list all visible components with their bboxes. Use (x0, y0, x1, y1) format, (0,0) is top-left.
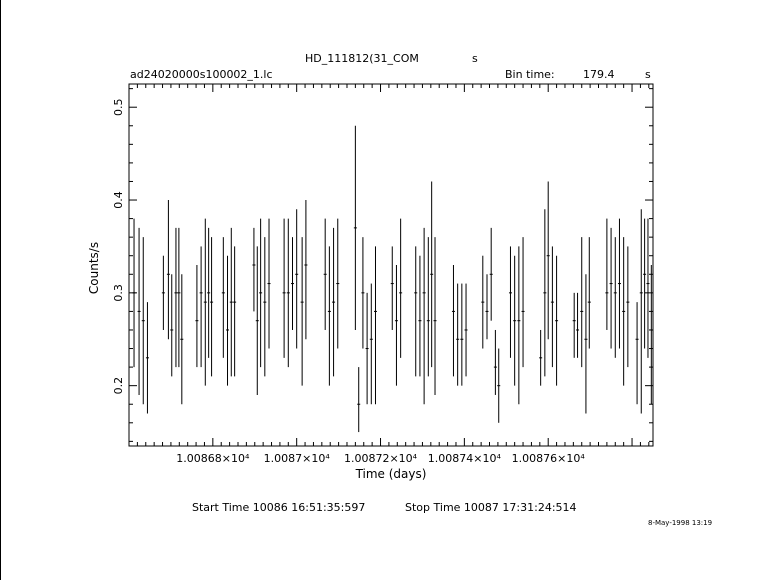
data-point (614, 237, 617, 358)
data-point (640, 209, 643, 413)
x-axis-label: Time (days) (355, 467, 427, 481)
data-point (200, 246, 203, 367)
y-tick-label: 0.3 (112, 284, 125, 302)
data-point (395, 265, 398, 386)
x-tick-label: 1.00874×10⁴ (427, 452, 501, 465)
y-axis-label: Counts/s (87, 241, 101, 295)
timestamp: 8-May-1998 13:19 (648, 519, 713, 527)
data-point (497, 349, 500, 423)
data-point (460, 284, 463, 386)
data-point (418, 256, 421, 377)
data-point (230, 228, 233, 377)
data-point (650, 265, 653, 404)
data-point (539, 330, 542, 386)
data-point (354, 126, 357, 330)
data-point (618, 219, 621, 349)
data-point (170, 274, 173, 376)
data-point (509, 246, 512, 357)
data-point (167, 200, 170, 339)
data-point (361, 237, 364, 348)
data-point (610, 228, 613, 349)
data-point (336, 219, 339, 349)
data-point (646, 219, 649, 358)
data-point (490, 228, 493, 321)
bin-time-value: 179.4 (583, 68, 615, 81)
data-point (324, 219, 327, 330)
data-points (133, 126, 653, 432)
data-point (370, 284, 373, 405)
data-point (138, 228, 141, 395)
axis-ticks (129, 84, 653, 446)
data-point (573, 293, 576, 358)
data-point (222, 237, 225, 358)
y-tick-label: 0.4 (112, 191, 125, 209)
data-point (133, 219, 136, 368)
start-time: Start Time 10086 16:51:35:597 (192, 501, 366, 514)
data-point (636, 302, 639, 404)
bin-time-label: Bin time: (505, 68, 555, 81)
plot-frame (129, 84, 653, 446)
data-point (283, 219, 286, 358)
data-point (256, 246, 259, 395)
plot-title: HD_111812(31_COM (305, 52, 419, 65)
data-point (146, 302, 149, 413)
data-point (259, 219, 262, 368)
data-point (434, 237, 437, 395)
data-point (287, 219, 290, 368)
data-point (588, 237, 591, 348)
data-point (301, 237, 304, 386)
data-point (177, 228, 180, 367)
data-point (332, 228, 335, 377)
data-point (494, 330, 497, 395)
data-point (180, 274, 183, 404)
data-point (584, 274, 587, 413)
data-point (456, 284, 459, 386)
data-point (626, 246, 629, 367)
data-point (391, 246, 394, 330)
data-point (605, 219, 608, 330)
data-point (580, 237, 583, 367)
data-point (366, 293, 369, 404)
data-point (517, 246, 520, 404)
data-point (268, 219, 271, 349)
data-point (547, 181, 550, 339)
data-point (233, 246, 236, 376)
x-tick-label: 1.00868×10⁴ (176, 452, 250, 465)
data-point (427, 237, 430, 376)
x-tick-label: 1.0087×10⁴ (263, 452, 330, 465)
file-name: ad24020000s100002_1.lc (130, 68, 273, 81)
data-point (210, 237, 213, 376)
data-point (543, 209, 546, 376)
data-point (295, 209, 298, 348)
data-point (622, 237, 625, 386)
data-point (357, 367, 360, 432)
data-point (485, 274, 488, 339)
data-point (374, 246, 377, 404)
data-point (522, 237, 525, 367)
data-point (291, 237, 294, 330)
data-point (551, 246, 554, 367)
data-point (481, 256, 484, 349)
data-point (555, 256, 558, 386)
stop-time: Stop Time 10087 17:31:24:514 (405, 501, 577, 514)
data-point (195, 265, 198, 367)
x-tick-label: 1.00876×10⁴ (511, 452, 585, 465)
x-tick-label: 1.00872×10⁴ (343, 452, 418, 465)
data-point (399, 219, 402, 358)
data-point (226, 256, 229, 386)
data-point (452, 265, 455, 376)
data-point (465, 284, 468, 377)
data-point (162, 256, 165, 330)
data-point (423, 228, 426, 404)
y-tick-label: 0.5 (112, 98, 125, 116)
y-tick-label: 0.2 (112, 376, 125, 395)
data-point (513, 256, 516, 386)
bin-time-unit: s (645, 68, 651, 81)
data-point (252, 228, 255, 312)
data-point (204, 219, 207, 386)
plot-title-suffix: s (472, 52, 478, 65)
data-point (576, 293, 579, 358)
data-point (328, 246, 331, 385)
data-point (414, 246, 417, 376)
data-point (142, 237, 145, 404)
data-point (263, 237, 266, 376)
data-point (174, 228, 177, 367)
data-point (430, 181, 433, 367)
data-point (304, 200, 307, 339)
data-point (643, 219, 646, 349)
data-point (207, 228, 210, 358)
